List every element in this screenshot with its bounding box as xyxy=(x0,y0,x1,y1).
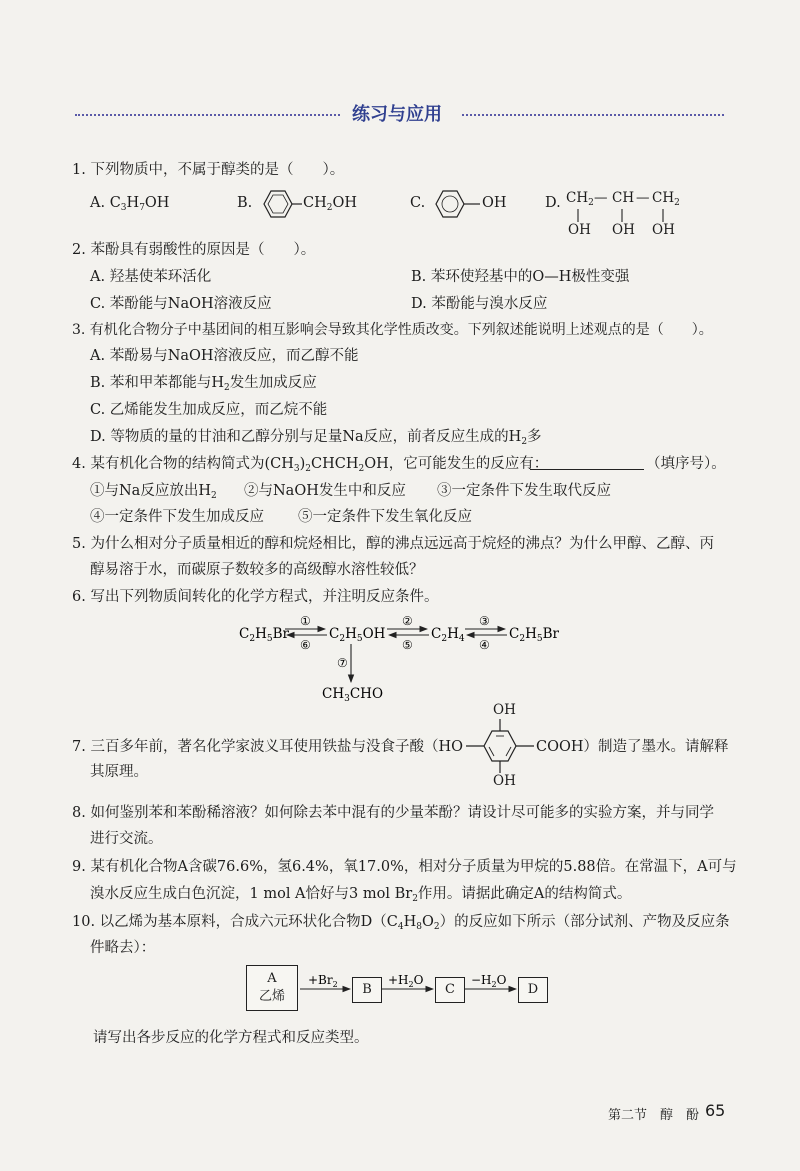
q1-option-a: A. $C_3H_7OH$ xyxy=(90,195,170,213)
q10-reaction-arrows xyxy=(298,966,520,1006)
q1-phenol-ring-c xyxy=(426,185,482,223)
q4-stem-tail: （填序号）。 xyxy=(646,456,726,472)
q1-option-b-label: B. xyxy=(237,195,253,211)
q2-stem: 2. 苯酚具有弱酸性的原因是（ ）。 xyxy=(72,242,316,258)
q3-option-b: B. 苯和甲苯都能与$H_2$发生加成反应 xyxy=(90,375,317,393)
q2-option-b: B. 苯环使羟基中的O—H极性变强 xyxy=(411,269,630,285)
q4-answer-blank[interactable] xyxy=(530,469,644,470)
q4-option-4: ④一定条件下发生加成反应 xyxy=(90,509,264,525)
q7-gallic-acid-ring xyxy=(466,717,536,775)
q6-label-5: ⑤ xyxy=(402,638,413,652)
q4-option-2: ②与NaOH发生中和反应 xyxy=(244,483,406,499)
q9-line-2: 溴水反应生成白色沉淀，1 mol A恰好与3 mol $Br_2$作用。请据此确定A的结构简式。 xyxy=(90,886,632,904)
q5-line-1: 5. 为什么相对分子质量相近的醇和烷烃相比，醇的沸点远远高于烷烃的沸点？为什么甲醇、乙醇、丙 xyxy=(72,536,714,552)
q10-box-c: C xyxy=(435,977,465,1003)
q3-stem: 3. 有机化合物分子中基团间的相互影响会导致其化学性质改变。下列叙述能说明上述观点的是（ ）。 xyxy=(72,322,713,338)
q4-stem: 4. 某有机化合物的结构简式为$(CH_3)_2CHCH_2OH$，它可能发生的反应有： xyxy=(72,456,549,474)
q1-option-d-bond-2: — xyxy=(636,190,650,206)
q3-option-c: C. 乙烯能发生加成反应，而乙烷不能 xyxy=(90,402,328,418)
q10-line-2: 件略去）： xyxy=(90,940,156,956)
q3-option-a: A. 苯酚易与NaOH溶液反应，而乙醇不能 xyxy=(90,348,359,364)
q6-label-3: ③ xyxy=(479,614,490,628)
q6-ch3cho: $CH_3CHO$ xyxy=(322,686,384,704)
q6-label-6: ⑥ xyxy=(300,638,311,652)
q7-line-1-post: COOH）制造了墨水。请解释 xyxy=(536,739,729,755)
section-title: 练习与应用 xyxy=(352,104,442,125)
q1-option-d-ch2-right: $CH_2$ xyxy=(652,190,680,208)
q2-option-d: D. 苯酚能与溴水反应 xyxy=(411,296,548,312)
q1-option-d-ch2-left: $CH_2$ xyxy=(566,190,594,208)
q1-option-d-ch: CH xyxy=(612,190,635,206)
q4-option-1: ①与Na反应放出$H_2$ xyxy=(90,483,217,501)
q3-option-d: D. 等物质的量的甘油和乙醇分别与足量Na反应，前者反应生成的$H_2$多 xyxy=(90,429,542,447)
q2-option-a: A. 羟基使苯环活化 xyxy=(90,269,212,285)
q10-box-a-label: A xyxy=(267,971,277,986)
q6-label-1: ① xyxy=(300,614,311,628)
q6-label-4: ④ xyxy=(479,638,490,652)
q6-stem: 6. 写出下列物质间转化的化学方程式，并注明反应条件。 xyxy=(72,589,439,605)
q10-line-1: 10. 以乙烯为基本原料，合成六元环状化合物$D(C_4H_8O_2)$的反应如下所示（部分试剂、产物及反应条 xyxy=(72,914,730,932)
q1-option-d-oh-2: OH xyxy=(612,222,635,238)
q6-reaction-scheme xyxy=(225,610,585,705)
q6-c2h5oh: $C_2H_5OH$ xyxy=(329,626,386,644)
q10-box-b: B xyxy=(352,977,382,1003)
q10-arrow-3-label: $-H_2O$ xyxy=(471,973,507,989)
q7-oh-bottom: OH xyxy=(493,773,516,789)
q1-option-c-label: C. xyxy=(410,195,426,211)
q1-option-b-group: $CH_2OH$ xyxy=(303,195,358,213)
q10-box-a xyxy=(246,965,298,1011)
q1-option-d-oh-3: OH xyxy=(652,222,675,238)
q1-option-c-group: OH xyxy=(482,195,507,211)
q8-line-1: 8. 如何鉴别苯和苯酚稀溶液？如何除去苯中混有的少量苯酚？请设计尽可能多的实验方案，并与同学 xyxy=(72,805,714,821)
q1-benzene-ring-b xyxy=(254,185,302,223)
q10-arrow-1-label: $+Br_2$ xyxy=(308,973,338,989)
q10-box-a-subtitle: 乙烯 xyxy=(258,989,285,1004)
q6-c2h4: $C_2H_4$ xyxy=(431,626,465,644)
q1-stem: 1. 下列物质中，不属于醇类的是（ ）。 xyxy=(72,162,345,178)
q1-option-d-bond-1: — xyxy=(594,190,608,206)
q5-line-2: 醇易溶于水，而碳原子数较多的高级醇水溶性较低？ xyxy=(90,562,424,578)
footer-section: 第二节 醇 酚 xyxy=(608,1108,700,1123)
header-dotted-line-right xyxy=(462,114,724,116)
q7-oh-top: OH xyxy=(493,702,516,718)
q6-label-7: ⑦ xyxy=(337,656,348,670)
q6-c2h5br-left: $C_2H_5Br$ xyxy=(239,626,289,644)
q6-label-2: ② xyxy=(402,614,413,628)
q2-option-c: C. 苯酚能与NaOH溶液反应 xyxy=(90,296,272,312)
q4-option-5: ⑤一定条件下发生氧化反应 xyxy=(298,509,472,525)
q4-option-3: ③一定条件下发生取代反应 xyxy=(437,483,611,499)
q7-line-2: 其原理。 xyxy=(90,764,148,780)
page-number: 65 xyxy=(705,1101,726,1120)
q1-option-d-label: D. xyxy=(545,195,561,211)
q1-option-d-oh-1: OH xyxy=(568,222,591,238)
q10-box-d: D xyxy=(518,977,548,1003)
q10-arrow-2-label: $+H_2O$ xyxy=(388,973,424,989)
q10-closing: 请写出各步反应的化学方程式和反应类型。 xyxy=(93,1030,369,1046)
q9-line-1: 9. 某有机化合物A含碳76.6%，氢6.4%，氧17.0%，相对分子质量为甲烷的5.88倍。在常温下，A可与 xyxy=(72,859,737,875)
header-dotted-line-left xyxy=(75,114,340,116)
q6-c2h5br-right: $C_2H_5Br$ xyxy=(509,626,559,644)
q8-line-2: 进行交流。 xyxy=(90,831,163,847)
q7-line-1-pre: 7. 三百多年前，著名化学家波义耳使用铁盐与没食子酸（HO xyxy=(72,739,463,755)
